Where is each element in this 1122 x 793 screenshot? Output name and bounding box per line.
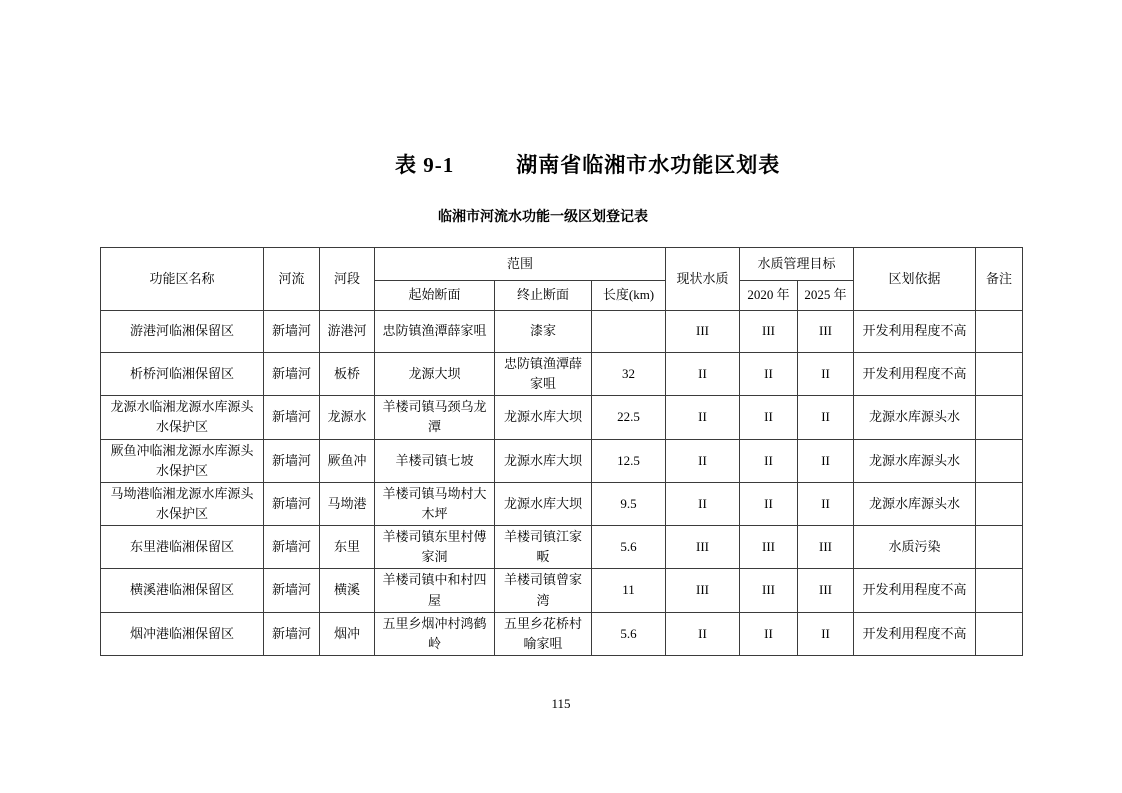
cell-reach: 马坳港 bbox=[320, 482, 375, 525]
cell-target-2025: III bbox=[798, 311, 854, 353]
cell-reach: 厥鱼冲 bbox=[320, 439, 375, 482]
cell-length: 32 bbox=[592, 353, 666, 396]
table-body bbox=[101, 311, 1023, 656]
table-row bbox=[101, 311, 1023, 353]
cell-remarks bbox=[976, 439, 1023, 482]
cell-current-quality: II bbox=[666, 612, 740, 655]
col-header-range: 范围 bbox=[375, 248, 666, 281]
cell-river: 新墙河 bbox=[264, 526, 320, 569]
col-header-length: 长度(km) bbox=[592, 281, 666, 311]
cell-remarks bbox=[976, 482, 1023, 525]
table-row bbox=[101, 482, 1023, 525]
cell-length: 5.6 bbox=[592, 526, 666, 569]
cell-river: 新墙河 bbox=[264, 439, 320, 482]
cell-zone-name: 东里港临湘保留区 bbox=[101, 526, 264, 569]
cell-target-2020: II bbox=[740, 482, 798, 525]
header-row-1 bbox=[101, 248, 1023, 281]
cell-basis: 龙源水库源头水 bbox=[854, 396, 976, 439]
cell-remarks bbox=[976, 526, 1023, 569]
cell-reach: 游港河 bbox=[320, 311, 375, 353]
cell-target-2025: II bbox=[798, 439, 854, 482]
cell-current-quality: III bbox=[666, 311, 740, 353]
cell-target-2020: III bbox=[740, 569, 798, 612]
cell-basis: 龙源水库源头水 bbox=[854, 482, 976, 525]
cell-target-2020: II bbox=[740, 396, 798, 439]
cell-end-section: 五里乡花桥村喻家咀 bbox=[495, 612, 592, 655]
cell-start-section: 忠防镇渔潭薛家咀 bbox=[375, 311, 495, 353]
table-row bbox=[101, 612, 1023, 655]
col-header-zone-name: 功能区名称 bbox=[101, 248, 264, 311]
cell-start-section: 龙源大坝 bbox=[375, 353, 495, 396]
cell-target-2025: II bbox=[798, 612, 854, 655]
col-header-start-section: 起始断面 bbox=[375, 281, 495, 311]
cell-target-2020: III bbox=[740, 311, 798, 353]
cell-reach: 龙源水 bbox=[320, 396, 375, 439]
col-header-end-section: 终止断面 bbox=[495, 281, 592, 311]
cell-target-2025: II bbox=[798, 396, 854, 439]
table-row bbox=[101, 569, 1023, 612]
cell-target-2020: II bbox=[740, 439, 798, 482]
cell-river: 新墙河 bbox=[264, 353, 320, 396]
cell-length: 9.5 bbox=[592, 482, 666, 525]
cell-start-section: 羊楼司镇七坡 bbox=[375, 439, 495, 482]
cell-start-section: 五里乡烟冲村鸿鹤岭 bbox=[375, 612, 495, 655]
cell-target-2020: II bbox=[740, 353, 798, 396]
cell-basis: 水质污染 bbox=[854, 526, 976, 569]
cell-end-section: 龙源水库大坝 bbox=[495, 482, 592, 525]
cell-river: 新墙河 bbox=[264, 482, 320, 525]
cell-reach: 烟冲 bbox=[320, 612, 375, 655]
cell-zone-name: 游港河临湘保留区 bbox=[101, 311, 264, 353]
cell-target-2020: III bbox=[740, 526, 798, 569]
col-header-remarks: 备注 bbox=[976, 248, 1023, 311]
page-number: 115 bbox=[551, 696, 571, 711]
cell-end-section: 羊楼司镇江家畈 bbox=[495, 526, 592, 569]
col-header-river: 河流 bbox=[264, 248, 320, 311]
cell-basis: 开发利用程度不高 bbox=[854, 612, 976, 655]
cell-reach: 板桥 bbox=[320, 353, 375, 396]
cell-start-section: 羊楼司镇东里村傅家洞 bbox=[375, 526, 495, 569]
cell-reach: 东里 bbox=[320, 526, 375, 569]
cell-target-2025: III bbox=[798, 569, 854, 612]
cell-end-section: 忠防镇渔潭薛家咀 bbox=[495, 353, 592, 396]
col-header-2020: 2020 年 bbox=[740, 281, 798, 311]
cell-river: 新墙河 bbox=[264, 396, 320, 439]
cell-reach: 横溪 bbox=[320, 569, 375, 612]
cell-zone-name: 析桥河临湘保留区 bbox=[101, 353, 264, 396]
cell-remarks bbox=[976, 396, 1023, 439]
col-header-current-quality: 现状水质 bbox=[666, 248, 740, 311]
cell-zone-name: 厥鱼冲临湘龙源水库源头水保护区 bbox=[101, 439, 264, 482]
table-header bbox=[101, 248, 1023, 311]
cell-current-quality: III bbox=[666, 526, 740, 569]
cell-river: 新墙河 bbox=[264, 612, 320, 655]
cell-remarks bbox=[976, 311, 1023, 353]
cell-zone-name: 横溪港临湘保留区 bbox=[101, 569, 264, 612]
cell-remarks bbox=[976, 569, 1023, 612]
col-header-quality-target: 水质管理目标 bbox=[740, 248, 854, 281]
table-title-text: 湖南省临湘市水功能区划表 bbox=[516, 153, 781, 177]
cell-current-quality: II bbox=[666, 353, 740, 396]
cell-target-2025: II bbox=[798, 353, 854, 396]
cell-current-quality: II bbox=[666, 482, 740, 525]
cell-length: 11 bbox=[592, 569, 666, 612]
cell-start-section: 羊楼司镇马坳村大木坪 bbox=[375, 482, 495, 525]
cell-start-section: 羊楼司镇中和村四屋 bbox=[375, 569, 495, 612]
cell-current-quality: II bbox=[666, 396, 740, 439]
cell-length: 12.5 bbox=[592, 439, 666, 482]
table-subtitle: 临湘市河流水功能一级区划登记表 bbox=[438, 210, 648, 225]
cell-remarks bbox=[976, 612, 1023, 655]
cell-zone-name: 烟冲港临湘保留区 bbox=[101, 612, 264, 655]
table-row bbox=[101, 439, 1023, 482]
cell-length bbox=[592, 311, 666, 353]
cell-basis: 开发利用程度不高 bbox=[854, 311, 976, 353]
table-number-label: 表 9-1 bbox=[395, 153, 455, 177]
cell-remarks bbox=[976, 353, 1023, 396]
col-header-reach: 河段 bbox=[320, 248, 375, 311]
cell-target-2025: III bbox=[798, 526, 854, 569]
cell-end-section: 漆家 bbox=[495, 311, 592, 353]
table-row bbox=[101, 353, 1023, 396]
cell-end-section: 龙源水库大坝 bbox=[495, 439, 592, 482]
cell-zone-name: 龙源水临湘龙源水库源头水保护区 bbox=[101, 396, 264, 439]
cell-river: 新墙河 bbox=[264, 569, 320, 612]
cell-end-section: 龙源水库大坝 bbox=[495, 396, 592, 439]
cell-zone-name: 马坳港临湘龙源水库源头水保护区 bbox=[101, 482, 264, 525]
cell-start-section: 羊楼司镇马颈乌龙潭 bbox=[375, 396, 495, 439]
table-row bbox=[101, 526, 1023, 569]
cell-basis: 开发利用程度不高 bbox=[854, 569, 976, 612]
cell-basis: 龙源水库源头水 bbox=[854, 439, 976, 482]
water-function-zoning-table bbox=[100, 247, 1023, 656]
cell-current-quality: III bbox=[666, 569, 740, 612]
col-header-2025: 2025 年 bbox=[798, 281, 854, 311]
cell-basis: 开发利用程度不高 bbox=[854, 353, 976, 396]
cell-length: 5.6 bbox=[592, 612, 666, 655]
col-header-basis: 区划依据 bbox=[854, 248, 976, 311]
cell-end-section: 羊楼司镇曾家湾 bbox=[495, 569, 592, 612]
cell-length: 22.5 bbox=[592, 396, 666, 439]
document-title bbox=[395, 149, 780, 179]
table-row bbox=[101, 396, 1023, 439]
cell-target-2020: II bbox=[740, 612, 798, 655]
cell-current-quality: II bbox=[666, 439, 740, 482]
cell-river: 新墙河 bbox=[264, 311, 320, 353]
cell-target-2025: II bbox=[798, 482, 854, 525]
